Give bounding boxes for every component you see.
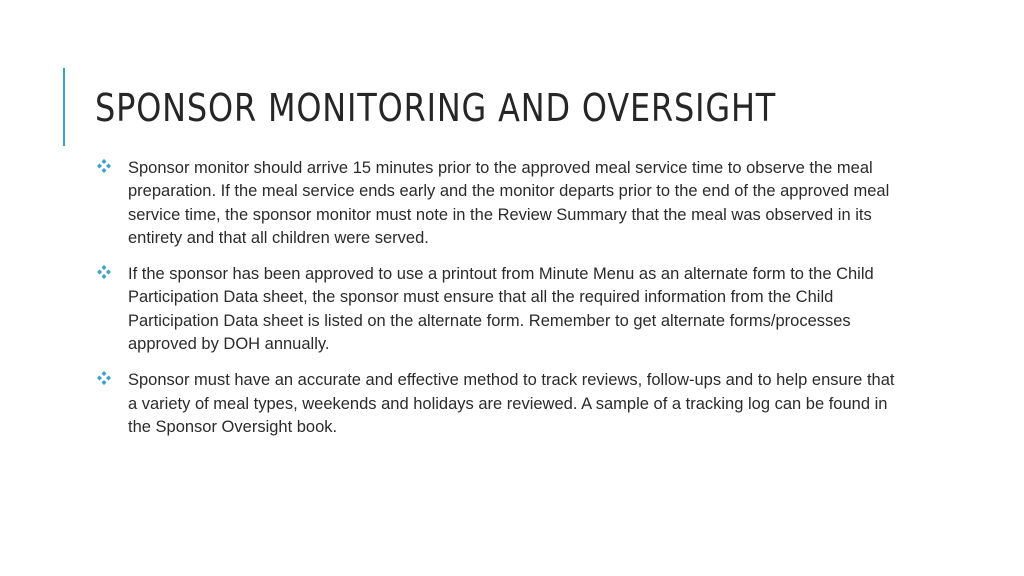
bullet-item xyxy=(96,263,906,356)
bullet-item xyxy=(96,369,906,439)
slide-title: SPONSOR MONITORING AND OVERSIGHT xyxy=(95,86,777,130)
title-accent-bar xyxy=(63,68,65,146)
bullet-text: Sponsor must have an accurate and effective method to track reviews, follow-ups and to help ensure that a variety of meal types, weekends and holidays are reviewed. A sample of a tracking log can be found in the Sponsor Oversight book. xyxy=(128,371,895,436)
bullet-item xyxy=(96,157,906,250)
bullet-text: If the sponsor has been approved to use a printout from Minute Menu as an alternate form to the Child Participation Data sheet, the sponsor must ensure that all the required information from the Child Participation Data sheet is listed on the alternate form. Remember to get alternate forms/processes approved by DOH annually. xyxy=(128,265,874,354)
bullet-text: Sponsor monitor should arrive 15 minutes prior to the approved meal service time to observe the meal preparation. If the meal service ends early and the monitor departs prior to the end of the approved meal service time, the sponsor monitor must note in the Review Summary that the meal was observed in its entirety and that all children were served. xyxy=(128,159,890,247)
four-diamond-bullet-icon xyxy=(96,370,112,386)
four-diamond-bullet-icon xyxy=(96,158,112,174)
bullet-list xyxy=(96,157,906,452)
four-diamond-bullet-icon xyxy=(96,264,112,280)
